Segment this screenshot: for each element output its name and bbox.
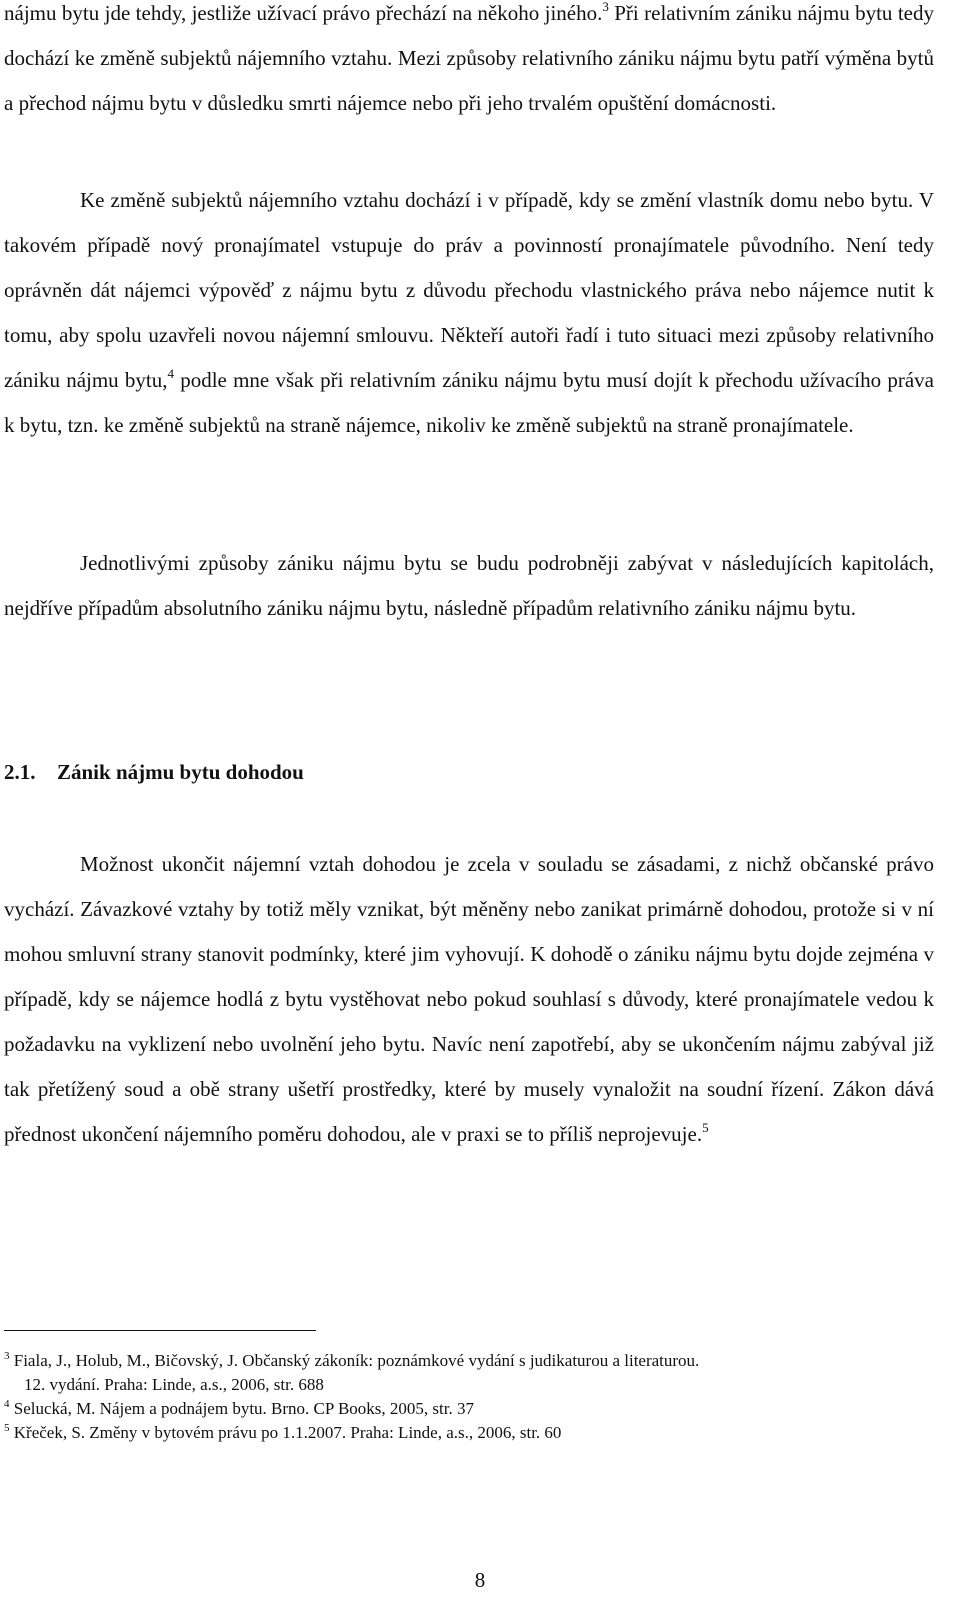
footnote-ref-4: 4 [167, 366, 174, 381]
section-title: Zánik nájmu bytu dohodou [57, 760, 304, 784]
footnote-ref-5: 5 [702, 1120, 709, 1135]
paragraph-2 [4, 178, 934, 448]
paragraph-4 [4, 842, 934, 1157]
paragraph-3-text: Jednotlivými způsoby zániku nájmu bytu se budu podrobněji zabývat v následujících kapitolách, nejdříve případům absolutního zániku nájmu bytu, následně případům relativního zániku nájmu bytu. [4, 551, 934, 620]
footnote-number: 4 [4, 1398, 10, 1410]
footnote-3 [4, 1349, 934, 1397]
paragraph-4-text: Možnost ukončit nájemní vztah dohodou je zcela v souladu se zásadami, z nichž občanské právo vychází. Závazkové vztahy by totiž měly vznikat, být měněny nebo zanikat primárně dohodou, protože si v ní mohou smluvní strany stanovit podmínky, které jim vyhovují. K dohodě o zániku nájmu bytu dojde zejména v případě, kdy se nájemce hodlá z bytu vystěhovat nebo pokud souhlasí s důvody, které pronajímatele vedou k požadavku na vyklizení nebo uvolnění jeho bytu. Navíc není zapotřebí, aby se ukončením nájmu zabýval již tak přetížený soud a obě strany ušetří prostředky, které by musely vynaložit na soudní řízení. Zákon dává přednost ukončení nájemního poměru dohodou, ale v praxi se to příliš neprojevuje. [4, 852, 934, 1146]
paragraph-1-text-a: nájmu bytu jde tehdy, jestliže užívací právo přechází na někoho jiného. [4, 1, 603, 25]
section-number: 2.1. [4, 760, 36, 784]
footnote-text: Fiala, J., Holub, M., Bičovský, J. Občanský zákoník: poznámkové vydání s judikaturou a literaturou. [13, 1351, 700, 1370]
footnotes [4, 1349, 934, 1445]
footnote-5 [4, 1421, 934, 1445]
footnote-text: Křeček, S. Změny v bytovém právu po 1.1.2007. Praha: Linde, a.s., 2006, str. 60 [13, 1423, 562, 1442]
footnote-ref-3: 3 [602, 0, 609, 14]
footnote-number: 5 [4, 1422, 10, 1434]
paragraph-3 [4, 541, 934, 631]
paragraph-1-text-b: Při relativním zániku nájmu bytu tedy dochází ke změně subjektů nájemního vztahu. Mezi způsoby relativního zániku nájmu bytu patří výměna bytů a přechod nájmu bytu v důsledku smrti nájemce nebo při jeho trvalém opuštění domácnosti. [4, 1, 934, 115]
paragraph-2-text-a: Ke změně subjektů nájemního vztahu dochází i v případě, kdy se změní vlastník domu nebo bytu. V takovém případě nový pronajímatel vstupuje do práv a povinností pronajímatele původního. Není tedy oprávněn dát nájemci výpověď z nájmu bytu z důvodu přechodu vlastnického práva nebo nájemce nutit k tomu, aby spolu uzavřeli novou nájemní smlouvu. Někteří autoři řadí i tuto situaci mezi způsoby relativního zániku nájmu bytu, [4, 188, 934, 392]
section-heading [4, 750, 304, 795]
footnote-4 [4, 1397, 934, 1421]
footnote-number: 3 [4, 1350, 10, 1362]
footnote-text: Selucká, M. Nájem a podnájem bytu. Brno. CP Books, 2005, str. 37 [13, 1399, 474, 1418]
footnote-text-continued: 12. vydání. Praha: Linde, a.s., 2006, str. 688 [24, 1375, 324, 1394]
page-number: 8 [474, 1568, 486, 1592]
paragraph-1 [4, 0, 934, 126]
footnote-separator [4, 1330, 316, 1331]
paragraph-2-text-b: podle mne však při relativním zániku nájmu bytu musí dojít k přechodu užívacího práva k bytu, tzn. ke změně subjektů na straně nájemce, nikoliv ke změně subjektů na straně pronajímatele. [4, 368, 934, 437]
